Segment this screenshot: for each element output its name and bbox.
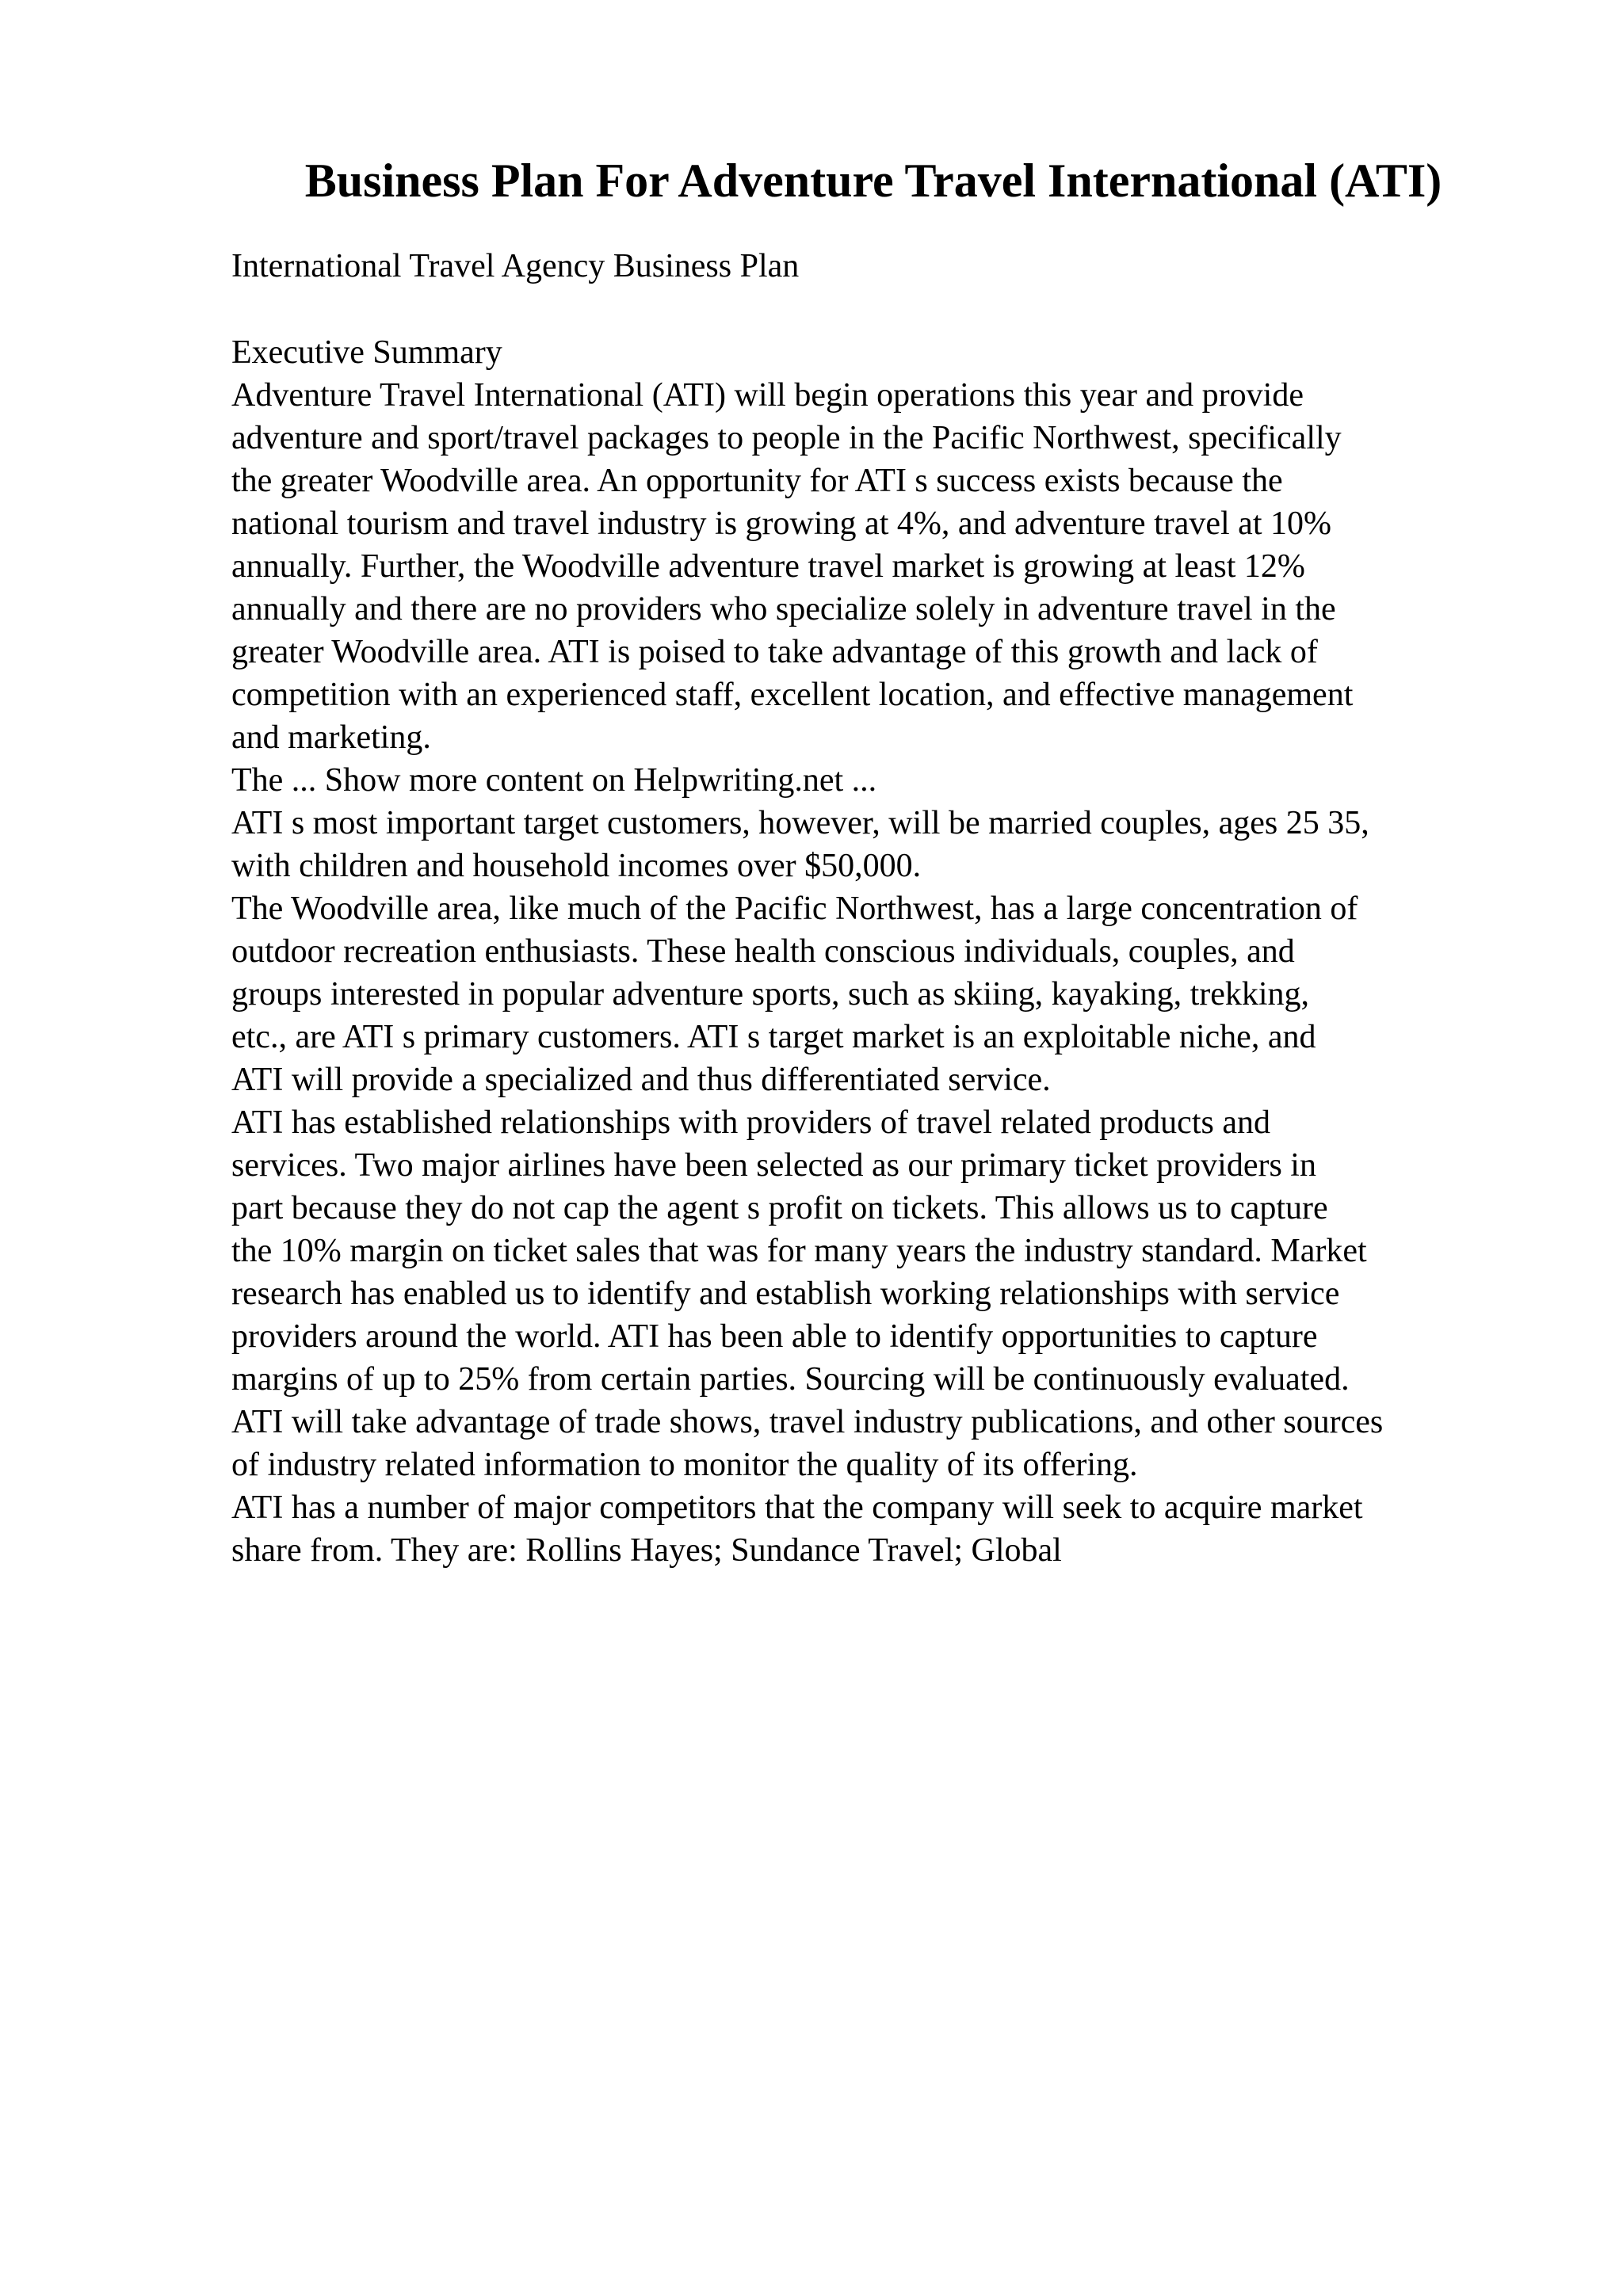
body-line: margins of up to 25% from certain parties. Sourcing will be continuously evaluated. (231, 1361, 1350, 1398)
document-title: Business Plan For Adventure Travel International (ATI) (304, 154, 1442, 207)
body-line: annually and there are no providers who specialize solely in adventure travel in the (231, 591, 1336, 627)
body-line: with children and household incomes over $50,000. (231, 848, 922, 884)
body-line: ATI will take advantage of trade shows, travel industry publications, and other sources (231, 1404, 1384, 1440)
body-line: share from. They are: Rollins Hayes; Sundance Travel; Global (231, 1532, 1062, 1569)
body-line: competition with an experienced staff, excellent location, and effective management (231, 677, 1354, 713)
body-line: etc., are ATI s primary customers. ATI s target market is an exploitable niche, and (231, 1019, 1316, 1055)
section-heading-executive-summary: Executive Summary (231, 334, 502, 371)
show-more-content-line: The ... Show more content on Helpwriting.net ... (231, 762, 877, 799)
body-line: ATI has established relationships with providers of travel related products and (231, 1104, 1270, 1141)
body-line: national tourism and travel industry is growing at 4%, and adventure travel at 10% (231, 505, 1331, 542)
body-line: ATI has a number of major competitors that the company will seek to acquire market (231, 1489, 1363, 1526)
body-line: ATI s most important target customers, however, will be married couples, ages 25 35, (231, 805, 1369, 841)
body-line: services. Two major airlines have been selected as our primary ticket providers in (231, 1147, 1316, 1184)
body-line: outdoor recreation enthusiasts. These health conscious individuals, couples, and (231, 933, 1295, 970)
body-line: ATI will provide a specialized and thus differentiated service. (231, 1062, 1051, 1098)
body-line: The Woodville area, like much of the Pacific Northwest, has a large concentration of (231, 891, 1358, 927)
body-line: part because they do not cap the agent s profit on tickets. This allows us to capture (231, 1190, 1328, 1226)
body-line: research has enabled us to identify and establish working relationships with service (231, 1276, 1340, 1312)
body-line: Adventure Travel International (ATI) will begin operations this year and provide (231, 377, 1304, 414)
body-line: the greater Woodville area. An opportunity for ATI s success exists because the (231, 463, 1283, 499)
document-body (231, 331, 1531, 1572)
document-subtitle: International Travel Agency Business Plan (231, 248, 800, 284)
body-line: providers around the world. ATI has been able to identify opportunities to capture (231, 1318, 1318, 1355)
body-line: of industry related information to monitor the quality of its offering. (231, 1447, 1138, 1483)
body-line: adventure and sport/travel packages to people in the Pacific Northwest, specifically (231, 420, 1342, 456)
body-line: the 10% margin on ticket sales that was for many years the industry standard. Market (231, 1233, 1367, 1269)
body-line: and marketing. (231, 719, 431, 756)
body-line: annually. Further, the Woodville adventure travel market is growing at least 12% (231, 548, 1305, 585)
body-line: greater Woodville area. ATI is poised to take advantage of this growth and lack of (231, 634, 1318, 670)
body-line: groups interested in popular adventure sports, such as skiing, kayaking, trekking, (231, 976, 1310, 1013)
